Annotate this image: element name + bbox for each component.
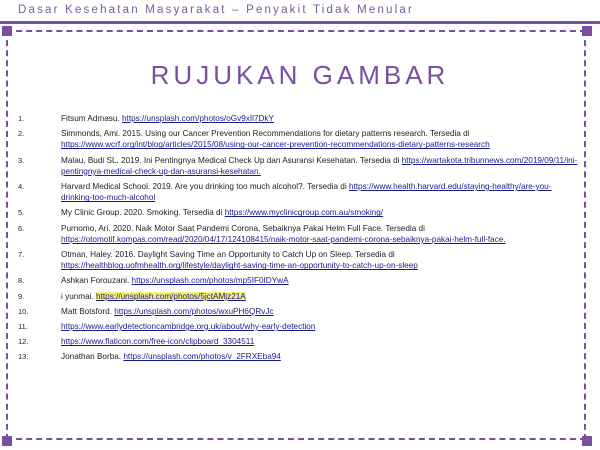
reference-link[interactable]: https://wartakota.tribunnews.com/2019/09/11/ini-pentingnya-medical-check-up-dan-asuransi-kesehatan. xyxy=(61,155,578,176)
reference-link[interactable]: https://www.earlydetectioncambridge.org.uk/about/why-early-detection xyxy=(61,322,316,332)
reference-number: 1. xyxy=(18,114,25,123)
frame-corner-bottom-left xyxy=(2,436,12,446)
reference-number: 11. xyxy=(18,322,28,332)
reference-link[interactable]: https://unsplash.com/photos/oGv9xIl7DkY xyxy=(121,114,274,123)
reference-number: 8. xyxy=(18,276,25,286)
reference-link[interactable]: https://healthblog.uofmhealth.org/lifestyle/daylight-saving-time-an-opportunity-to-catch-up-on-sleep xyxy=(61,261,418,271)
reference-number: 3. xyxy=(18,155,25,165)
reference-item xyxy=(18,155,578,177)
reference-number: 7. xyxy=(18,250,25,260)
reference-item xyxy=(18,351,578,362)
reference-text: Purnomo, Ari. 2020. Naik Motor Saat Pandemi Corona, Sebaiknya Pakai Helm Full Face. Tersedia di xyxy=(61,223,425,233)
reference-number: 10. xyxy=(18,306,29,316)
reference-link[interactable]: https://www.myclinicgroup.com.au/smoking/ xyxy=(224,208,384,218)
reference-number: 12. xyxy=(18,337,29,347)
reference-text: Jonathan Borba. xyxy=(61,352,124,362)
reference-text: Fitsum Admasu. xyxy=(61,114,122,123)
frame-corner-top-right xyxy=(582,26,592,36)
reference-item xyxy=(18,249,578,271)
reference-number: 2. xyxy=(18,129,25,139)
reference-link[interactable]: https://www.flaticon.com/free-icon/clipboard_3304511 xyxy=(61,337,255,347)
reference-item xyxy=(18,291,578,302)
reference-text: Matt Botsford. xyxy=(61,306,115,316)
reference-item xyxy=(18,336,578,347)
reference-text: My Clinic Group. 2020. Smoking. Tersedia di xyxy=(61,208,225,218)
frame-corner-bottom-right xyxy=(582,436,592,446)
page-title: RUJUKAN GAMBAR xyxy=(150,60,450,90)
reference-number: 6. xyxy=(18,223,25,233)
reference-text: Simmonds, Ami. 2015. Using our Cancer Prevention Recommendations for dietary patterns research. Tersedia di xyxy=(61,129,470,139)
reference-item xyxy=(18,207,578,218)
reference-link[interactable]: https://www.wcrf.org/int/blog/articles/2015/08/using-our-cancer-prevention-recommendations-dietary-patterns-research xyxy=(61,140,490,150)
reference-item xyxy=(18,223,578,245)
reference-link[interactable]: https://otomotif.kompas.com/read/2020/04/17/124108415/naik-motor-saat-pandemi-corona-sebaiknya-pakai-helm-full-face. xyxy=(61,234,506,244)
reference-number: 13. xyxy=(18,352,29,362)
reference-link[interactable]: https://unsplash.com/photos/5jctAMjz21A xyxy=(96,291,246,301)
reference-item xyxy=(18,321,578,332)
reference-link[interactable]: https://unsplash.com/photos/mp5IF0IDYwA xyxy=(131,276,289,286)
reference-link[interactable]: https://unsplash.com/photos/v_2FRXEba94 xyxy=(123,352,281,362)
reference-text: i yunmai. xyxy=(61,291,97,301)
reference-item xyxy=(18,306,578,317)
reference-text: Harvard Medical School. 2019. Are you drinking too much alcohol?. Tersedia di xyxy=(61,182,349,192)
header-text: Dasar Kesehatan Masyarakat – Penyakit Tidak Menular xyxy=(18,4,415,16)
reference-item xyxy=(18,128,578,150)
reference-text: Malau, Budi SL. 2019. Ini Pentingnya Medical Check Up dan Asuransi Kesehatan. Tersedia di xyxy=(61,155,402,165)
reference-number: 5. xyxy=(18,208,25,218)
reference-link[interactable]: https://www.health.harvard.edu/staying-healthy/are-you-drinking-too-much-alcohol xyxy=(61,182,552,203)
reference-list xyxy=(18,113,578,367)
reference-link[interactable]: https://unsplash.com/photos/wxuPH6QRvJc xyxy=(114,306,274,316)
reference-item xyxy=(18,275,578,286)
reference-item xyxy=(18,181,578,203)
reference-text: Otman, Haley. 2016. Daylight Saving Time an Opportunity to Catch Up on Sleep. Tersedia di xyxy=(61,250,395,260)
reference-item xyxy=(18,113,578,124)
reference-number: 9. xyxy=(18,291,25,301)
reference-text: Ashkan Forouzani. xyxy=(61,276,132,286)
frame-corner-top-left xyxy=(2,26,12,36)
reference-number: 4. xyxy=(18,182,25,192)
header-bar xyxy=(0,0,600,24)
